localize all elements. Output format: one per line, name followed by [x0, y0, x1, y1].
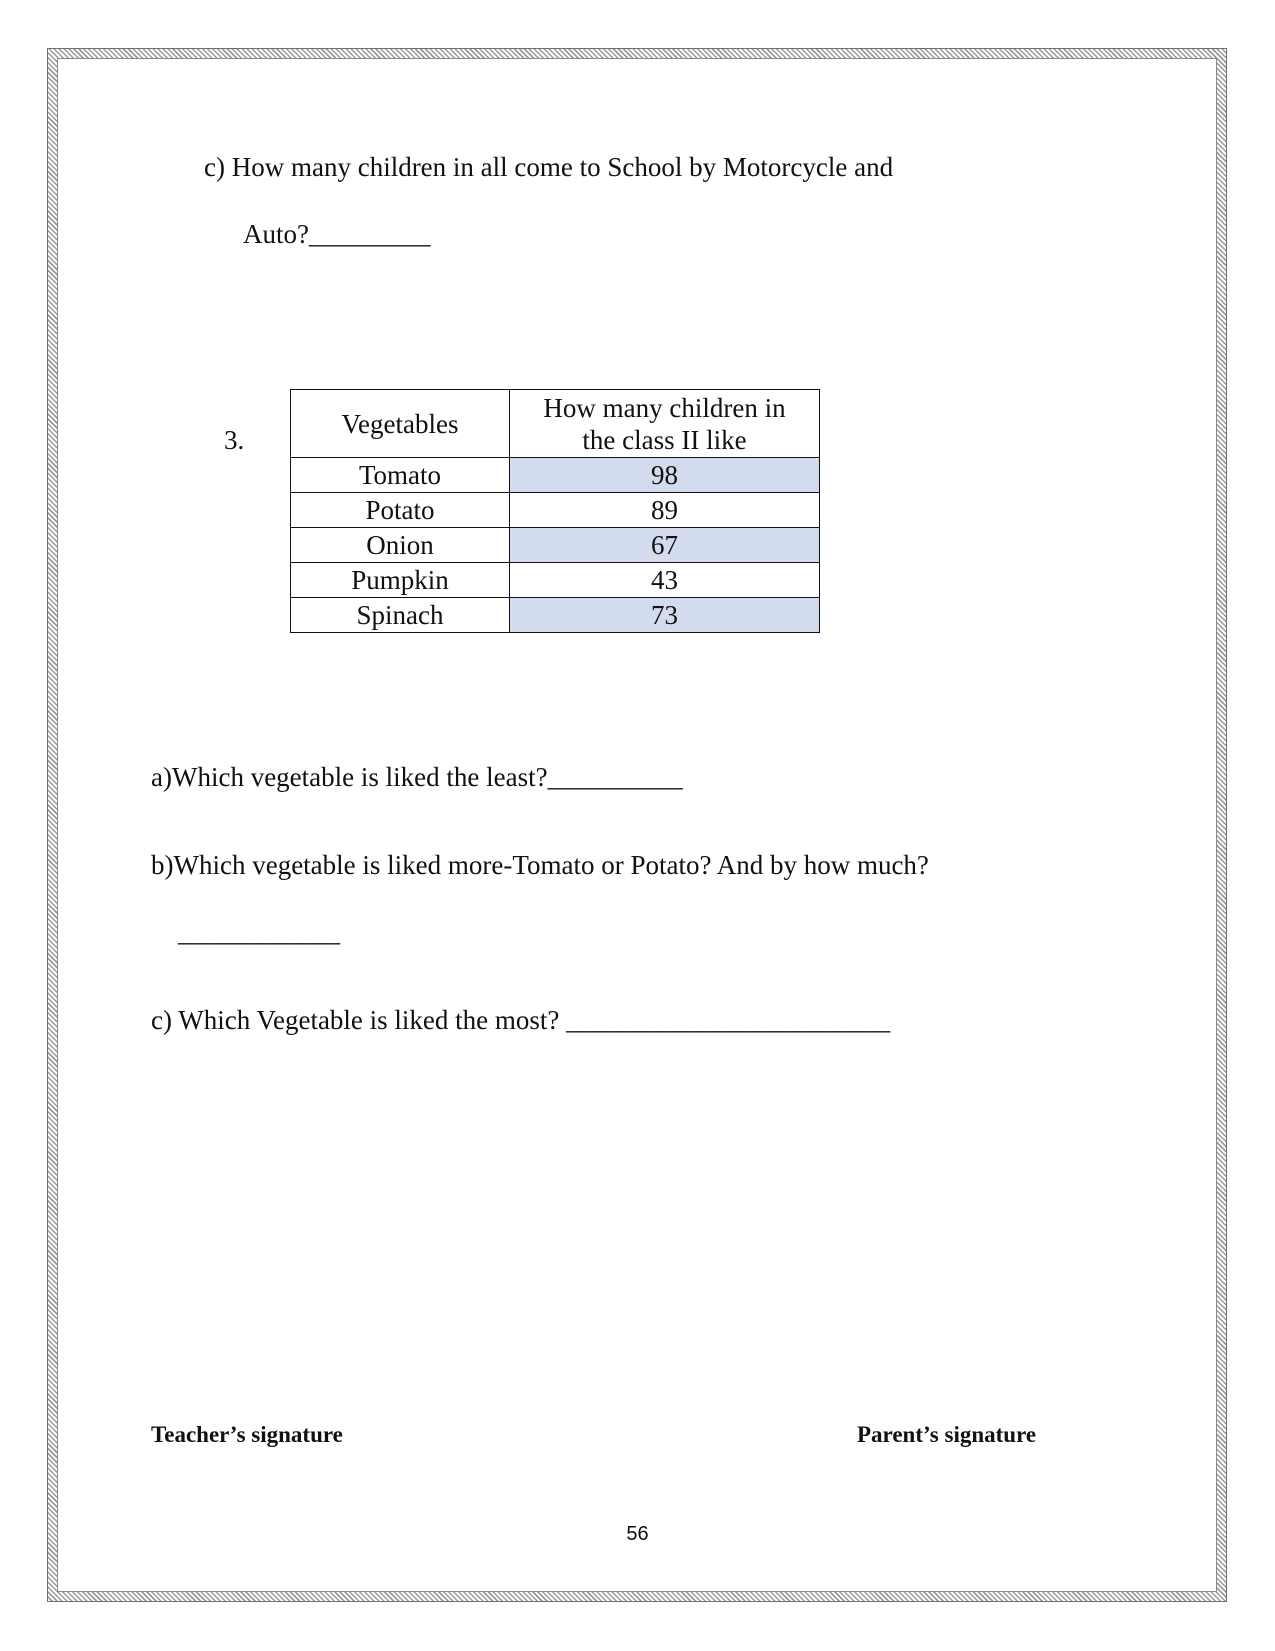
table-row	[291, 458, 820, 493]
count-cell: 67	[510, 528, 820, 563]
question-b-tomato-potato: b)Which vegetable is liked more-Tomato or Potato? And by how much?	[151, 850, 929, 880]
parent-signature-label: Parent’s signature	[857, 1422, 1037, 1447]
table-row	[291, 528, 820, 563]
table-row	[291, 563, 820, 598]
teacher-signature-label: Teacher’s signature	[151, 1422, 343, 1447]
question-3-number: 3.	[224, 425, 245, 455]
vegetable-cell: Onion	[291, 528, 510, 563]
question-a-least: a)Which vegetable is liked the least?__________	[151, 762, 683, 792]
question-b-answer-blank: ____________	[178, 917, 340, 947]
vegetable-cell: Tomato	[291, 458, 510, 493]
table-header-row	[291, 390, 820, 458]
page-number: 56	[626, 1523, 649, 1545]
header-vegetables: Vegetables	[291, 390, 510, 458]
vegetables-table	[290, 389, 820, 633]
vegetable-cell: Spinach	[291, 598, 510, 633]
header-children-count	[510, 390, 820, 458]
count-cell: 73	[510, 598, 820, 633]
count-cell: 43	[510, 563, 820, 598]
header-children-count-line2: the class II like	[582, 424, 747, 455]
question-c-most: c) Which Vegetable is liked the most? ________________________	[151, 1005, 891, 1035]
vegetable-cell: Potato	[291, 493, 510, 528]
table-row	[291, 598, 820, 633]
question-c-motorcycle-line1: c) How many children in all come to School by Motorcycle and	[204, 152, 894, 182]
table-row	[291, 493, 820, 528]
count-cell: 98	[510, 458, 820, 493]
vegetable-cell: Pumpkin	[291, 563, 510, 598]
page-border	[47, 48, 1227, 1602]
header-children-count-line1: How many children in	[543, 392, 786, 423]
count-cell: 89	[510, 493, 820, 528]
question-c-motorcycle-line2: Auto?_________	[243, 219, 431, 249]
